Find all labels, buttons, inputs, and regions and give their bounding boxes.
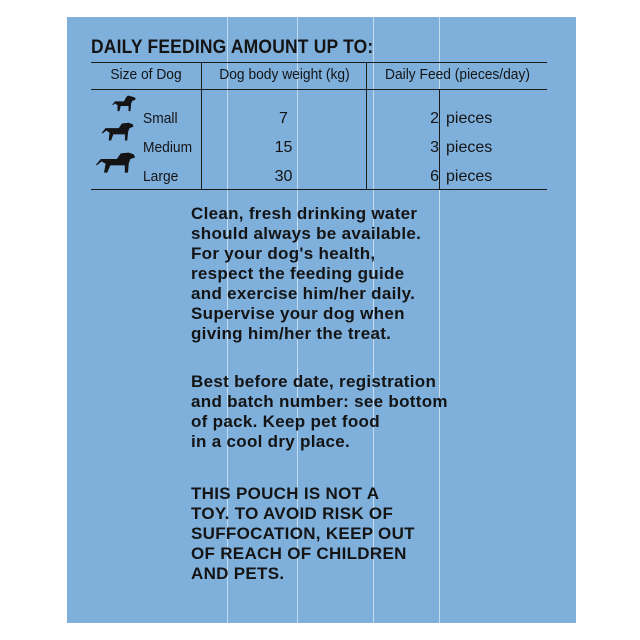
header-body-weight: Dog body weight (kg) <box>219 66 350 83</box>
text-line: THIS POUCH IS NOT A <box>191 484 380 503</box>
text-line: TOY. TO AVOID RISK OF <box>191 504 394 523</box>
text-line: of pack. Keep pet food <box>191 412 380 431</box>
feeding-table <box>91 62 547 190</box>
text-line: OF REACH OF CHILDREN <box>191 544 407 563</box>
text-line: giving him/her the treat. <box>191 324 392 343</box>
feed-medium: 3 <box>430 139 439 156</box>
warning-paragraph <box>191 484 481 584</box>
storage-paragraph <box>191 372 481 452</box>
text-line: For your dog's health, <box>191 244 376 263</box>
text-line: should always be available. <box>191 224 422 243</box>
feed-large: 6 <box>430 168 439 185</box>
text-line: Clean, fresh drinking water <box>191 204 418 223</box>
text-line: Best before date, registration <box>191 372 437 391</box>
text-line: in a cool dry place. <box>191 432 351 451</box>
weight-medium: 15 <box>274 139 293 156</box>
size-medium: Medium <box>143 139 193 156</box>
text-line: respect the feeding guide <box>191 264 405 283</box>
feeding-guide-panel <box>67 17 576 623</box>
water-paragraph <box>191 204 481 344</box>
feed-small: 2 <box>430 110 439 127</box>
text-line: and exercise him/her daily. <box>191 284 416 303</box>
text-line: Supervise your dog when <box>191 304 405 323</box>
feed-unit-small: pieces <box>446 110 493 127</box>
header-daily-feed: Daily Feed (pieces/day) <box>385 66 530 83</box>
header-size-of-dog: Size of Dog <box>110 66 182 83</box>
large-dog-icon <box>95 151 137 175</box>
size-small: Small <box>143 110 178 127</box>
feed-unit-large: pieces <box>446 168 493 185</box>
feeding-heading: DAILY FEEDING AMOUNT UP TO: <box>91 37 374 58</box>
small-dog-icon <box>111 92 137 116</box>
text-line: and batch number: see bottom <box>191 392 448 411</box>
text-line: AND PETS. <box>191 564 285 583</box>
medium-dog-icon <box>101 120 135 144</box>
text-line: SUFFOCATION, KEEP OUT <box>191 524 415 543</box>
feed-unit-medium: pieces <box>446 139 493 156</box>
weight-small: 7 <box>279 110 288 127</box>
weight-large: 30 <box>274 168 293 185</box>
size-large: Large <box>143 168 179 185</box>
